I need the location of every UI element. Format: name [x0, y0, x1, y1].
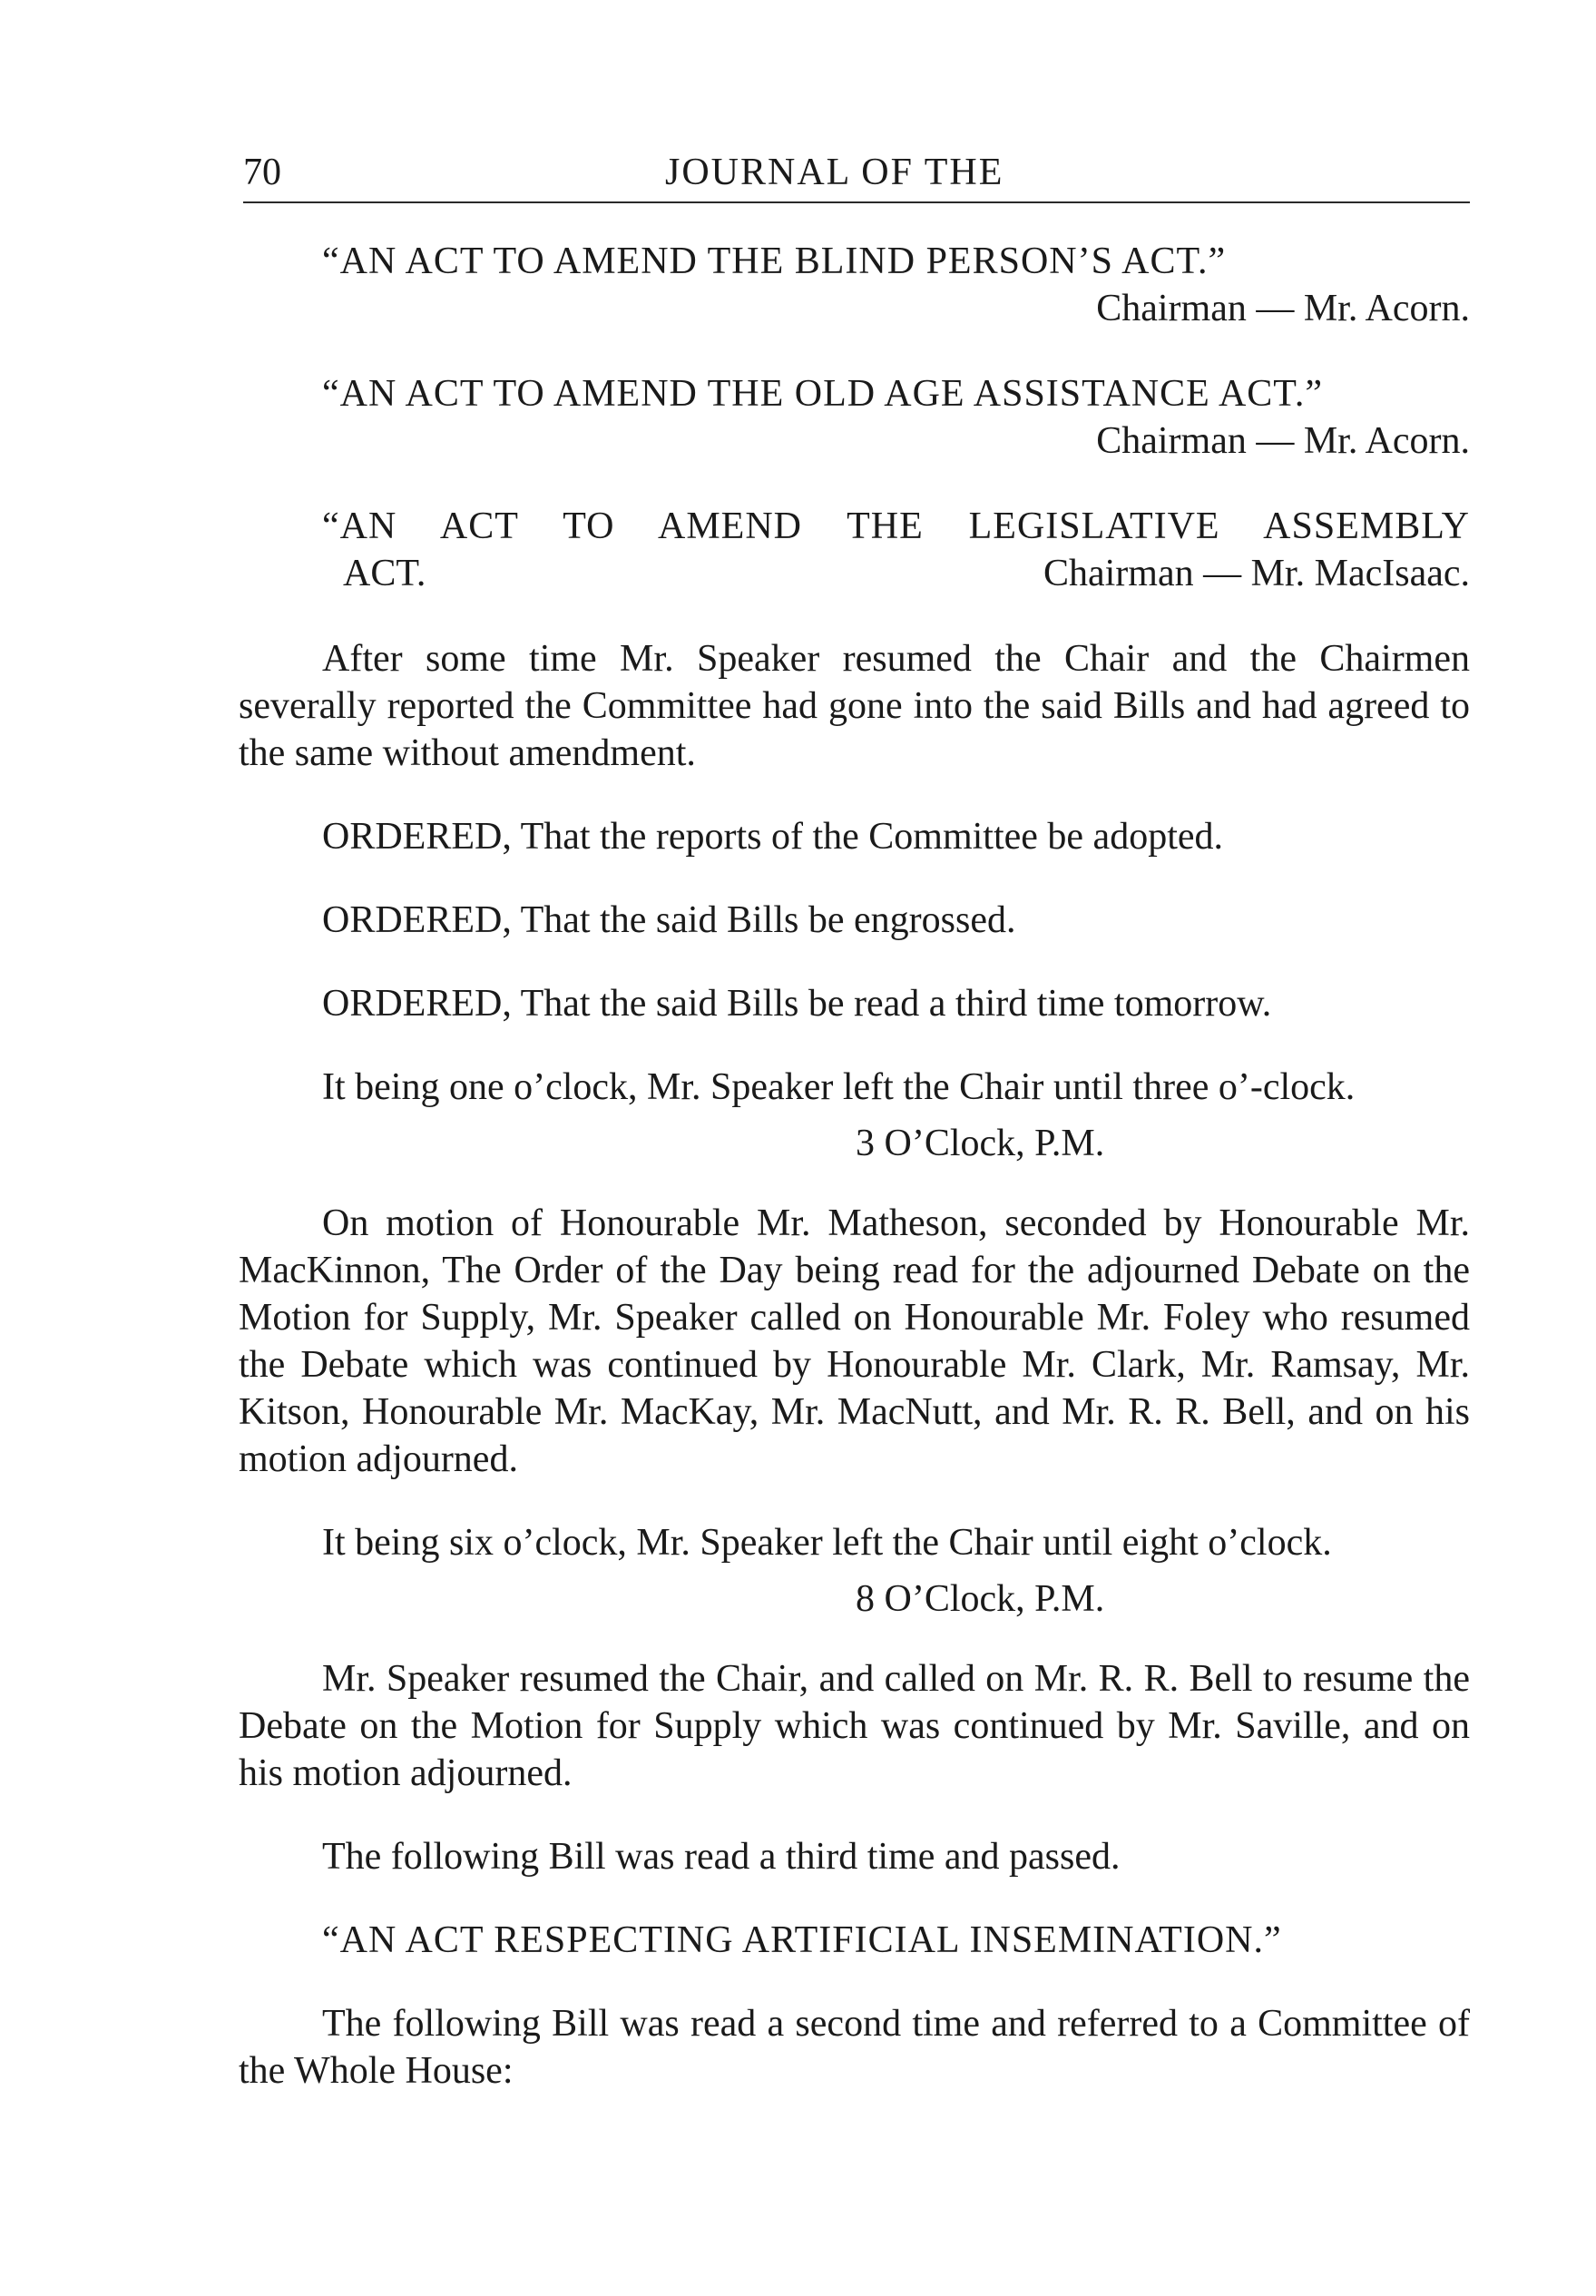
bill-chairman: Chairman — Mr. Acorn. — [1096, 420, 1470, 462]
paragraph-ordered-engrossed: ORDERED, That the said Bills be engrossed. — [322, 899, 1016, 941]
paragraph-one-oclock: It being one o’clock, Mr. Speaker left the Chair until three o’-clock. — [322, 1066, 1356, 1108]
journal-body — [239, 238, 1470, 2095]
bill-title: “AN ACT TO AMEND THE OLD AGE ASSISTANCE ACT.” — [322, 373, 1323, 415]
page-number: 70 — [243, 152, 281, 193]
bill-title-insemination: “AN ACT RESPECTING ARTIFICIAL INSEMINATION.” — [322, 1919, 1282, 1961]
paragraph-ordered-reports: ORDERED, That the reports of the Committee be adopted. — [322, 816, 1224, 858]
paragraph-on-motion: On motion of Honourable Mr. Matheson, seconded by Honourable Mr. MacKinnon, The Order of the Day being read for the adjourned Debate on the Motion for Supply, Mr. Speaker called on Honourable Mr. Foley who resumed the Debate which was continued by Honourable Mr. Clark, Mr. Ramsay, Mr. Kitson, Honourable Mr. MacKay, Mr. MacNutt, and Mr. R. R. Bell, and on his motion adjourned. — [239, 1202, 1470, 1480]
bill-title: “AN ACT TO AMEND THE LEGISLATIVE ASSEMBLY — [322, 505, 1470, 547]
bill-title-continuation: ACT. — [343, 553, 426, 594]
running-head: JOURNAL OF THE — [665, 152, 1004, 193]
paragraph-six-oclock: It being six o’clock, Mr. Speaker left the Chair until eight o’clock. — [322, 1522, 1332, 1564]
bill-title: “AN ACT TO AMEND THE BLIND PERSON’S ACT.” — [322, 240, 1227, 282]
bill-chairman: Chairman — Mr. MacIsaac. — [1043, 553, 1470, 594]
paragraph-ordered-third: ORDERED, That the said Bills be read a third time tomorrow. — [322, 983, 1272, 1025]
time-heading-8pm: 8 O’Clock, P.M. — [856, 1578, 1105, 1620]
paragraph-resumed: Mr. Speaker resumed the Chair, and called on Mr. R. R. Bell to resume the Debate on the Motion for Supply which was continued by Mr. Saville, and on his motion adjourned. — [239, 1658, 1470, 1794]
page-header — [243, 145, 1470, 203]
paragraph-after-time: After some time Mr. Speaker resumed the Chair and the Chairmen severally reported the Committee had gone into the said Bills and had agreed to the same without amendment. — [239, 638, 1470, 774]
time-heading-3pm: 3 O’Clock, P.M. — [856, 1123, 1105, 1164]
paragraph-third-passed: The following Bill was read a third time and passed. — [322, 1836, 1121, 1878]
bill-chairman: Chairman — Mr. Acorn. — [1096, 288, 1470, 329]
paragraph-second-time: The following Bill was read a second time and referred to a Committee of the Whole House: — [239, 2003, 1470, 2092]
bill-title-continuation-row — [239, 550, 1470, 597]
